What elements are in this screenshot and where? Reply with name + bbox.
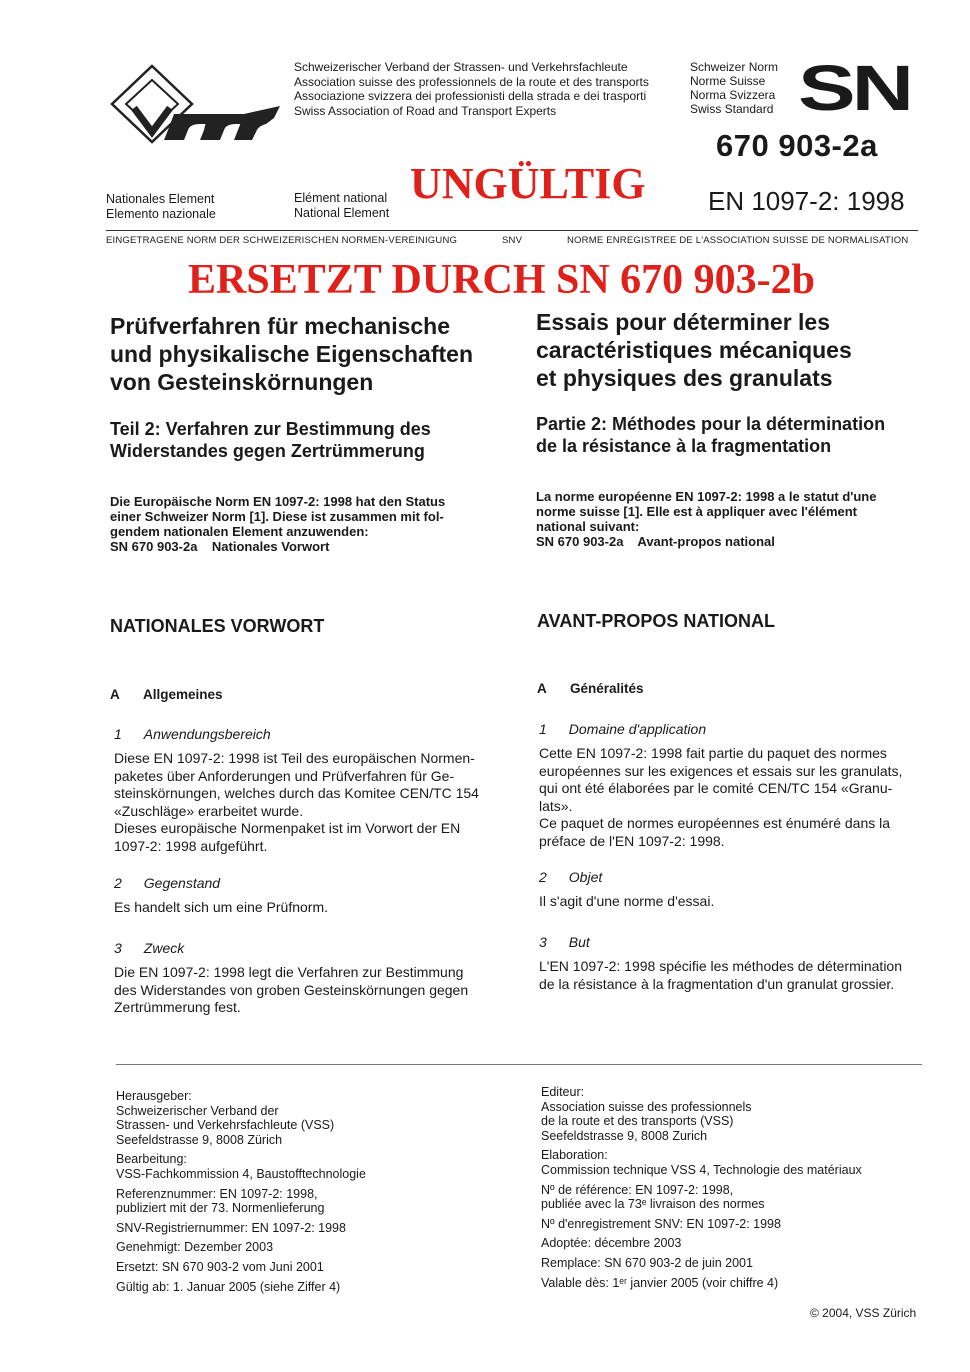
imprint-de [116, 1089, 366, 1299]
intro-fr [536, 489, 876, 549]
item-body [539, 958, 922, 993]
imprint-line: Seefeldstrasse 9, 8008 Zurich [541, 1128, 708, 1143]
imprint-publisher [541, 1085, 862, 1143]
invalid-stamp: UNGÜLTIG [410, 159, 646, 208]
body-line: Ce paquet de normes européennes est énuméré dans la [539, 815, 891, 831]
body-line: lats». [539, 797, 573, 814]
intro-de-line: einer Schweizer Norm [1]. Diese ist zusammen mit fol- [110, 509, 444, 524]
imprint-line: Association suisse des professionnels [541, 1099, 752, 1114]
intro-de-line: SN 670 903-2a Nationales Vorwort [110, 539, 330, 554]
imprint-line: Herausgeber: [116, 1089, 192, 1103]
item-heading [539, 869, 922, 885]
item-heading [539, 721, 922, 737]
association-names [294, 60, 649, 118]
body-line: «Zuschläge» erarbeitet wurde. [114, 802, 304, 819]
section-heading-fr: AVANT-PROPOS NATIONAL [537, 611, 775, 631]
item-body [114, 750, 497, 855]
title-de-line: und physikalische Eigenschaften [110, 341, 473, 367]
title-fr [536, 308, 852, 392]
body-line: 1097-2: 1998 aufgeführt. [114, 837, 268, 854]
intro-fr-line: La norme européenne EN 1097-2: 1998 a le statut d'une [536, 489, 877, 504]
subsection-letter: A [110, 687, 120, 702]
item-number: 3 [114, 940, 122, 956]
element-label-left-de: Nationales Element [106, 192, 215, 206]
subtitle-fr-line: Partie 2: Méthodes pour la détermination [536, 414, 886, 434]
item-1-fr [539, 721, 922, 850]
item-2-de [114, 875, 497, 917]
body-line: Zertrümmerung fest. [114, 999, 241, 1015]
body-line: Dieses europäische Normenpaket ist im Vorwort der EN [114, 820, 461, 836]
association-name-de: Schweizerischer Verband der Strassen- und Verkehrsfachleute [294, 60, 628, 74]
item-body [539, 745, 922, 850]
item-number: 1 [114, 726, 122, 742]
imprint-publisher [116, 1089, 366, 1147]
item-3-fr [539, 934, 922, 993]
footer-rule [116, 1064, 922, 1065]
element-label-mid [294, 191, 389, 221]
intro-de-line: gendem nationalen Element anzuwenden: [110, 524, 369, 539]
subtitle-fr-line: de la résistance à la fragmentation [536, 436, 832, 456]
imprint-replaces: Remplace: SN 670 903-2 de juin 2001 [541, 1255, 753, 1270]
register-rule [106, 230, 918, 231]
title-de-line: Prüfverfahren für mechanische [110, 313, 451, 339]
imprint-approved: Adoptée: décembre 2003 [541, 1236, 682, 1251]
intro-de [110, 494, 445, 554]
item-body [114, 964, 497, 1017]
item-title: Objet [568, 869, 603, 885]
sn-logo: SN [798, 52, 910, 124]
intro-fr-line: national suivant: [536, 519, 640, 534]
body-line: paketes über Anforderungen und Prüfverfahren für Ge- [114, 767, 455, 784]
subsection-heading-de [110, 687, 223, 702]
imprint-line: Referenznummer: EN 1097-2: 1998, [116, 1186, 318, 1201]
imprint-editing [116, 1152, 366, 1181]
body-line: qui ont été élaborées par le comité CEN/TC 154 «Granu- [539, 780, 893, 796]
imprint-registration: SNV-Registriernummer: EN 1097-2: 1998 [116, 1220, 346, 1235]
intro-fr-line: norme suisse [1]. Elle est à appliquer avec l'élément [536, 504, 858, 519]
copyright: © 2004, VSS Zürich [810, 1306, 917, 1320]
standard-type [690, 60, 778, 116]
imprint-line: Commission technique VSS 4, Technologie des matériaux [541, 1162, 862, 1177]
item-1-de [114, 726, 497, 855]
item-3-de [114, 940, 497, 1017]
imprint-approved: Genehmigt: Dezember 2003 [116, 1240, 274, 1255]
body-line: Cette EN 1097-2: 1998 fait partie du paquet des normes [539, 745, 887, 761]
standard-type-fr: Norme Suisse [690, 74, 766, 88]
item-title: Zweck [143, 940, 185, 956]
item-body [539, 893, 922, 911]
subtitle-de [110, 418, 431, 462]
item-title: But [568, 934, 590, 950]
imprint-line: VSS-Fachkommission 4, Baustofftechnologie [116, 1166, 366, 1181]
body-line: Es handelt sich um eine Prüfnorm. [114, 899, 328, 915]
item-number: 2 [539, 869, 547, 885]
association-name-fr: Association suisse des professionnels de la route et des transports [294, 74, 649, 89]
title-fr-line: et physiques des granulats [536, 365, 833, 391]
body-line: de la résistance à la fragmentation d'un granulat grossier. [539, 975, 895, 992]
item-heading [114, 940, 497, 956]
body-line: Die EN 1097-2: 1998 legt die Verfahren zur Bestimmung [114, 964, 464, 980]
item-title: Gegenstand [143, 875, 221, 891]
imprint-editing [541, 1148, 862, 1177]
association-name-en: Swiss Association of Road and Transport Experts [294, 103, 557, 118]
body-line: steinskörnungen, welches durch das Komitee CEN/TC 154 [114, 785, 479, 801]
element-label-mid-fr: Elément national [294, 191, 388, 205]
standard-type-de: Schweizer Norm [690, 60, 779, 74]
item-2-fr [539, 869, 922, 911]
body-line: européennes sur les exigences et essais sur les granulats, [539, 762, 903, 779]
en-number: EN 1097-2: 1998 [708, 186, 905, 216]
standard-type-en: Swiss Standard [690, 102, 774, 116]
imprint-line: Nº de référence: EN 1097-2: 1998, [541, 1182, 734, 1197]
subsection-letter: A [537, 681, 547, 696]
title-fr-line: caractéristiques mécaniques [536, 337, 852, 363]
imprint-fr [541, 1085, 862, 1295]
item-heading [114, 726, 497, 742]
item-heading [539, 934, 922, 950]
standard-type-it: Norma Svizzera [690, 88, 776, 102]
item-number: 3 [539, 934, 547, 950]
title-de-line: von Gesteinskörnungen [110, 369, 374, 395]
register-line-right: NORME ENREGISTREE DE L'ASSOCIATION SUISSE DE NORMALISATION [567, 235, 909, 246]
vss-logo [104, 62, 280, 146]
imprint-line: Seefeldstrasse 9, 8008 Zürich [116, 1132, 283, 1147]
subsection-title: Généralités [570, 681, 644, 696]
subtitle-de-line: Teil 2: Verfahren zur Bestimmung des [110, 419, 431, 439]
subtitle-de-line: Widerstandes gegen Zertrümmerung [110, 441, 425, 461]
imprint-reference [541, 1183, 862, 1212]
section-heading-de: NATIONALES VORWORT [110, 616, 325, 636]
body-line: Diese EN 1097-2: 1998 ist Teil des europäischen Normen- [114, 750, 475, 766]
element-label-mid-en: National Element [294, 206, 390, 220]
imprint-line: Bearbeitung: [116, 1152, 187, 1167]
subsection-title: Allgemeines [143, 687, 223, 702]
body-line: des Widerstandes von groben Gesteinskörnungen gegen [114, 981, 469, 998]
register-line-mid: SNV [502, 235, 523, 246]
imprint-valid-from: Valable dès: 1ᵉʳ janvier 2005 (voir chiffre 4) [541, 1275, 779, 1290]
element-label-left-it: Elemento nazionale [106, 207, 216, 221]
imprint-line: publiée avec la 73ᵉ livraison des normes [541, 1197, 765, 1212]
imprint-registration: Nº d'enregistrement SNV: EN 1097-2: 1998 [541, 1216, 781, 1231]
subsection-heading-fr [537, 681, 644, 696]
imprint-line: publiziert mit der 73. Normenlieferung [116, 1201, 325, 1216]
body-line: préface de l'EN 1097-2: 1998. [539, 832, 725, 849]
imprint-line: Schweizerischer Verband der [116, 1103, 279, 1118]
title-fr-line: Essais pour déterminer les [536, 309, 831, 335]
body-line: L'EN 1097-2: 1998 spécifie les méthodes de détermination [539, 958, 903, 974]
intro-fr-line: SN 670 903-2a Avant-propos national [536, 534, 775, 549]
item-title: Anwendungsbereich [143, 726, 271, 742]
item-number: 1 [539, 721, 547, 737]
imprint-reference [116, 1187, 366, 1216]
title-de [110, 312, 473, 396]
subtitle-fr [536, 413, 885, 457]
intro-de-line: Die Europäische Norm EN 1097-2: 1998 hat den Status [110, 494, 446, 509]
association-name-it: Associazione svizzera dei professionisti della strada e dei trasporti [294, 89, 647, 103]
imprint-valid-from: Gültig ab: 1. Januar 2005 (siehe Ziffer 4) [116, 1279, 341, 1294]
item-number: 2 [114, 875, 122, 891]
item-body [114, 899, 497, 917]
item-title: Domaine d'application [568, 721, 707, 737]
replaced-stamp: ERSETZT DURCH SN 670 903-2b [188, 257, 816, 303]
body-line: Il s'agit d'une norme d'essai. [539, 893, 715, 909]
register-line-left: EINGETRAGENE NORM DER SCHWEIZERISCHEN NORMEN-VEREINIGUNG [106, 235, 458, 246]
imprint-line: Elaboration: [541, 1148, 608, 1163]
imprint-line: Strassen- und Verkehrsfachleute (VSS) [116, 1118, 335, 1133]
standard-number: 670 903-2a [716, 128, 878, 163]
imprint-replaces: Ersetzt: SN 670 903-2 vom Juni 2001 [116, 1259, 324, 1274]
element-label-left [106, 192, 216, 222]
imprint-line: de la route et des transports (VSS) [541, 1114, 734, 1129]
item-heading [114, 875, 497, 891]
imprint-line: Editeur: [541, 1085, 585, 1099]
